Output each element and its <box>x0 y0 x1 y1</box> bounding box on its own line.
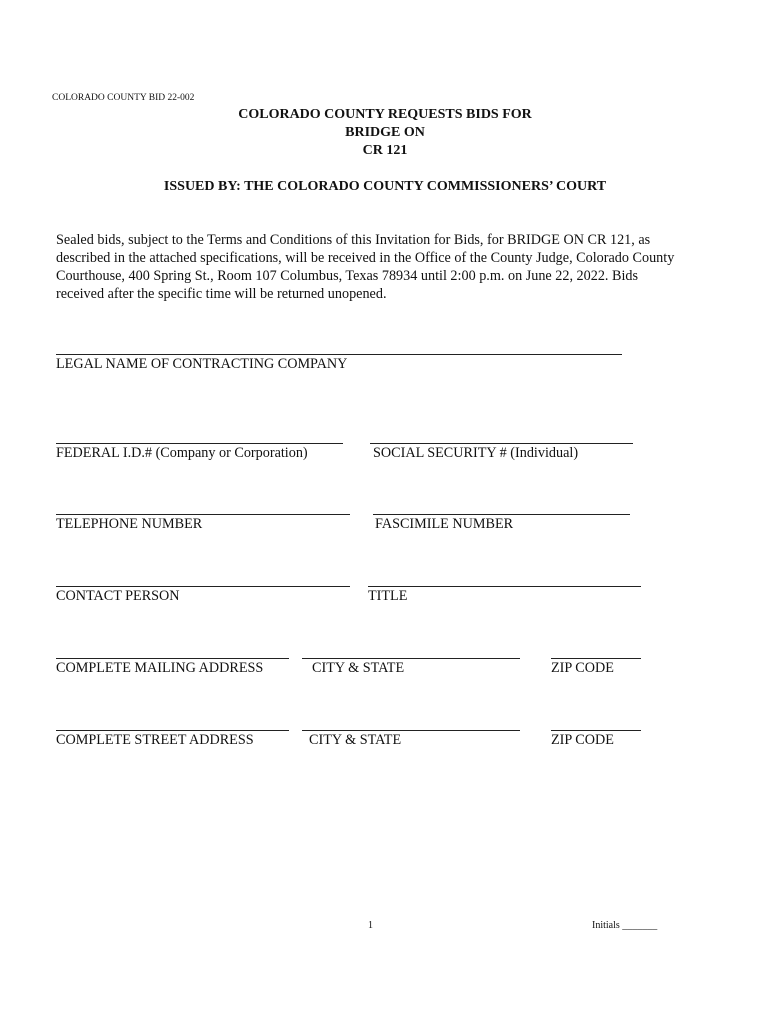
street-address-line[interactable] <box>56 730 289 731</box>
page-title-line-1: COLORADO COUNTY REQUESTS BIDS FOR <box>238 107 532 122</box>
mailing-address-line[interactable] <box>56 658 289 659</box>
mailing-address-label: COMPLETE MAILING ADDRESS <box>56 660 264 676</box>
ssn-line[interactable] <box>370 443 633 444</box>
street-address-label: COMPLETE STREET ADDRESS <box>56 732 254 748</box>
street-zip-label: ZIP CODE <box>551 732 614 748</box>
mailing-city-label: CITY & STATE <box>312 660 405 676</box>
mailing-zip-label: ZIP CODE <box>551 660 614 676</box>
title-line[interactable] <box>368 586 641 587</box>
telephone-label: TELEPHONE NUMBER <box>56 516 203 532</box>
page-title-line-2: BRIDGE ON <box>345 125 425 140</box>
contact-line[interactable] <box>56 586 350 587</box>
intro-line: described in the attached specifications, will be received in the Office of the County Judge, Colorado County <box>56 250 675 266</box>
federal-id-line[interactable] <box>56 443 343 444</box>
telephone-line[interactable] <box>56 514 350 515</box>
intro-line: Courthouse, 400 Spring St., Room 107 Columbus, Texas 78934 until 2:00 p.m. on June 22, 2022. Bids <box>56 268 639 284</box>
ssn-label: SOCIAL SECURITY # (Individual) <box>373 445 579 461</box>
contact-label: CONTACT PERSON <box>56 588 180 604</box>
page-title-line-3: CR 121 <box>362 143 408 158</box>
mailing-zip-line[interactable] <box>551 658 641 659</box>
issued-by-heading: ISSUED BY: THE COLORADO COUNTY COMMISSIONERS’ COURT <box>163 179 607 194</box>
street-city-line[interactable] <box>302 730 520 731</box>
title-label: TITLE <box>368 588 408 604</box>
street-zip-line[interactable] <box>551 730 641 731</box>
bid-number: COLORADO COUNTY BID 22-002 <box>52 93 195 103</box>
street-city-label: CITY & STATE <box>309 732 402 748</box>
mailing-city-line[interactable] <box>302 658 520 659</box>
fax-line[interactable] <box>373 514 630 515</box>
legal-name-line[interactable] <box>56 354 622 355</box>
fax-label: FASCIMILE NUMBER <box>375 516 514 532</box>
initials-field[interactable]: Initials _______ <box>592 920 658 931</box>
legal-name-label: LEGAL NAME OF CONTRACTING COMPANY <box>56 356 348 372</box>
intro-line: Sealed bids, subject to the Terms and Conditions of this Invitation for Bids, for BRIDGE ON CR 121, as <box>56 232 651 248</box>
intro-line: received after the specific time will be returned unopened. <box>56 286 387 302</box>
federal-id-label: FEDERAL I.D.# (Company or Corporation) <box>56 445 308 461</box>
intro-paragraph <box>56 231 726 303</box>
page-number: 1 <box>368 920 373 931</box>
